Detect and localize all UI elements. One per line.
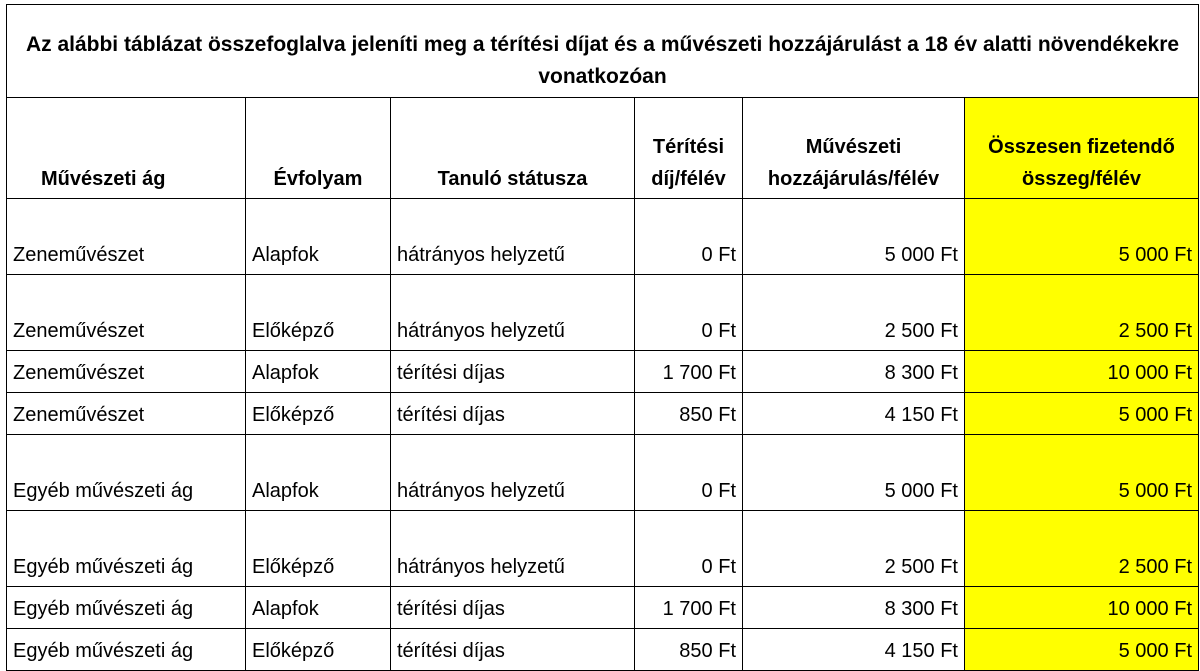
table-row (7, 351, 1199, 393)
table-row (7, 275, 1199, 351)
cell-grade: Előképző (246, 275, 391, 351)
cell-total: 5 000 Ft (965, 199, 1199, 275)
header-branch: Művészeti ág (7, 98, 246, 199)
cell-branch: Egyéb művészeti ág (7, 435, 246, 511)
table-row (7, 587, 1199, 629)
header-status: Tanuló státusza (391, 98, 635, 199)
cell-branch: Zeneművészet (7, 275, 246, 351)
cell-contribution: 4 150 Ft (743, 393, 965, 435)
cell-fee: 0 Ft (635, 275, 743, 351)
cell-grade: Alapfok (246, 587, 391, 629)
cell-fee: 0 Ft (635, 511, 743, 587)
table-row (7, 629, 1199, 671)
cell-status: hátrányos helyzetű (391, 275, 635, 351)
cell-fee: 0 Ft (635, 199, 743, 275)
cell-total: 5 000 Ft (965, 393, 1199, 435)
cell-total: 10 000 Ft (965, 351, 1199, 393)
cell-branch: Egyéb művészeti ág (7, 511, 246, 587)
cell-fee: 850 Ft (635, 393, 743, 435)
cell-contribution: 2 500 Ft (743, 511, 965, 587)
cell-total: 2 500 Ft (965, 275, 1199, 351)
fee-table (6, 4, 1199, 671)
table-row (7, 511, 1199, 587)
cell-fee: 1 700 Ft (635, 587, 743, 629)
cell-grade: Alapfok (246, 435, 391, 511)
cell-status: térítési díjas (391, 587, 635, 629)
cell-fee: 850 Ft (635, 629, 743, 671)
cell-branch: Zeneművészet (7, 351, 246, 393)
cell-grade: Előképző (246, 511, 391, 587)
cell-status: térítési díjas (391, 393, 635, 435)
cell-status: térítési díjas (391, 351, 635, 393)
cell-grade: Alapfok (246, 351, 391, 393)
cell-contribution: 8 300 Ft (743, 587, 965, 629)
header-fee: Térítési díj/félév (635, 98, 743, 199)
cell-status: hátrányos helyzetű (391, 511, 635, 587)
table-body (7, 199, 1199, 671)
cell-status: térítési díjas (391, 629, 635, 671)
table-title: Az alábbi táblázat összefoglalva jeleníti meg a térítési díjat és a művészeti hozzájárulást a 18 év alatti növendékekre vonatkozóan (7, 5, 1199, 98)
header-total: Összesen fizetendő összeg/félév (965, 98, 1199, 199)
cell-contribution: 8 300 Ft (743, 351, 965, 393)
cell-grade: Előképző (246, 393, 391, 435)
cell-grade: Előképző (246, 629, 391, 671)
cell-branch: Zeneművészet (7, 393, 246, 435)
cell-fee: 1 700 Ft (635, 351, 743, 393)
cell-branch: Egyéb művészeti ág (7, 587, 246, 629)
cell-contribution: 5 000 Ft (743, 435, 965, 511)
table-row (7, 393, 1199, 435)
cell-total: 5 000 Ft (965, 435, 1199, 511)
cell-total: 5 000 Ft (965, 629, 1199, 671)
cell-contribution: 4 150 Ft (743, 629, 965, 671)
header-contribution: Művészeti hozzájárulás/félév (743, 98, 965, 199)
cell-grade: Alapfok (246, 199, 391, 275)
table-row (7, 435, 1199, 511)
cell-status: hátrányos helyzetű (391, 435, 635, 511)
table-row (7, 199, 1199, 275)
cell-status: hátrányos helyzetű (391, 199, 635, 275)
cell-branch: Egyéb művészeti ág (7, 629, 246, 671)
cell-total: 10 000 Ft (965, 587, 1199, 629)
title-row (7, 5, 1199, 98)
cell-contribution: 2 500 Ft (743, 275, 965, 351)
header-row (7, 98, 1199, 199)
cell-branch: Zeneművészet (7, 199, 246, 275)
cell-contribution: 5 000 Ft (743, 199, 965, 275)
cell-total: 2 500 Ft (965, 511, 1199, 587)
header-grade: Évfolyam (246, 98, 391, 199)
cell-fee: 0 Ft (635, 435, 743, 511)
